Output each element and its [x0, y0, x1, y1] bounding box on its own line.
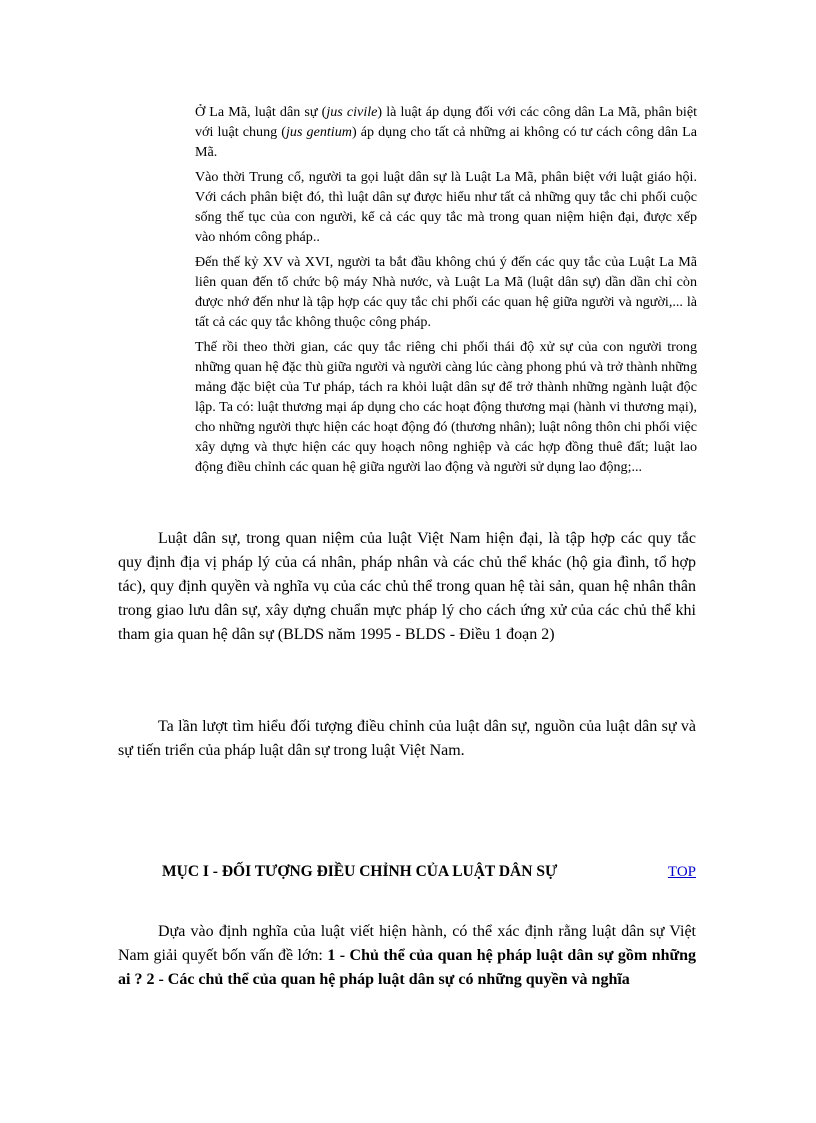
top-link[interactable]: TOP	[667, 864, 696, 880]
definition-paragraph	[118, 527, 696, 647]
quoted-passage	[195, 102, 697, 482]
quote-paragraph-4: Thế rồi theo thời gian, các quy tắc riêng chi phối thái độ xử sự của con người trong những quan hệ đặc thù giữa người và người càng lúc càng phong phú và trở thành những mảng đặc biệt của Tư pháp, tách ra khỏi luật dân sự để trở thành những ngành luật độc lập. Ta có: luật thương mại áp dụng cho các hoạt động thương mại (hành vi thương mại), cho những người thực hiện các hoạt động đó (thương nhân); luật nông thôn chi phối việc xây dựng và thực hiện các quy hoạch nông nghiệp và các hợp đồng thuê đất; luật lao động điều chỉnh các quan hệ giữa người lao động và người sử dụng lao động;...	[195, 339, 697, 475]
questions-bold-text: 1 - Chủ thể của quan hệ pháp luật dân sự gồm những ai ? 2 - Các chủ thể của quan hệ pháp luật dân sự có những quyền và nghĩa	[118, 947, 696, 988]
section-heading	[118, 860, 696, 884]
overview-paragraph	[118, 715, 696, 763]
overview-text: Ta lần lượt tìm hiểu đối tượng điều chỉnh của luật dân sự, nguồn của luật dân sự và sự tiến triển của pháp luật dân sự trong luật Việt Nam.	[118, 718, 696, 759]
quote-paragraph-2: Vào thời Trung cổ, người ta gọi luật dân sự là Luật La Mã, phân biệt với luật giáo hội. Với cách phân biệt đó, thì luật dân sự được hiểu như tất cả những quy tắc chi phối cuộc sống thế tục của con người, kể cả các quy tắc mà trong quan niệm hiện đại, được xếp vào nhóm công pháp..	[195, 169, 697, 245]
section-intro-text: Dựa vào định nghĩa của luật viết hiện hành, có thể xác định rằng luật dân sự Việt Nam giải quyết bốn vấn đề lớn: 1 - Chủ thể của quan hệ pháp luật dân sự gồm những ai ? 2 - Các chủ thể của quan hệ pháp luật dân sự có những quyền và nghĩa	[118, 923, 696, 988]
quote-paragraph-1: Ở La Mã, luật dân sự (jus civile) là luật áp dụng đối với các công dân La Mã, phân biệt với luật chung (jus gentium) áp dụng cho tất cả những ai không có tư cách công dân La Mã.	[195, 104, 697, 160]
section-title: MỤC I - ĐỐI TƯỢNG ĐIỀU CHỈNH CỦA LUẬT DÂN SỰ	[162, 863, 558, 880]
term-jus-civile: jus civile	[326, 104, 378, 120]
quote-paragraph-3: Đến thế kỷ XV và XVI, người ta bắt đầu không chú ý đến các quy tắc của Luật La Mã liên quan đến tổ chức bộ máy Nhà nước, và Luật La Mã (luật dân sự) dần dần chỉ còn được nhớ đến như là tập hợp các quy tắc chi phối các quan hệ giữa người và người,... là tất cả các quy tắc không thuộc công pháp.	[195, 254, 697, 330]
term-jus-gentium: jus gentium	[285, 124, 352, 140]
definition-text: Luật dân sự, trong quan niệm của luật Việt Nam hiện đại, là tập hợp các quy tắc quy định địa vị pháp lý của cá nhân, pháp nhân và các chủ thể khác (hộ gia đình, tổ hợp tác), quy định quyền và nghĩa vụ của các chủ thể trong quan hệ tài sản, quan hệ nhân thân trong giao lưu dân sự, xây dựng chuẩn mực pháp lý cho cách ứng xử của các chủ thể khi tham gia quan hệ dân sự (BLDS năm 1995 - BLDS - Điều 1 đoạn 2)	[118, 530, 696, 643]
section-intro-paragraph	[118, 920, 696, 992]
